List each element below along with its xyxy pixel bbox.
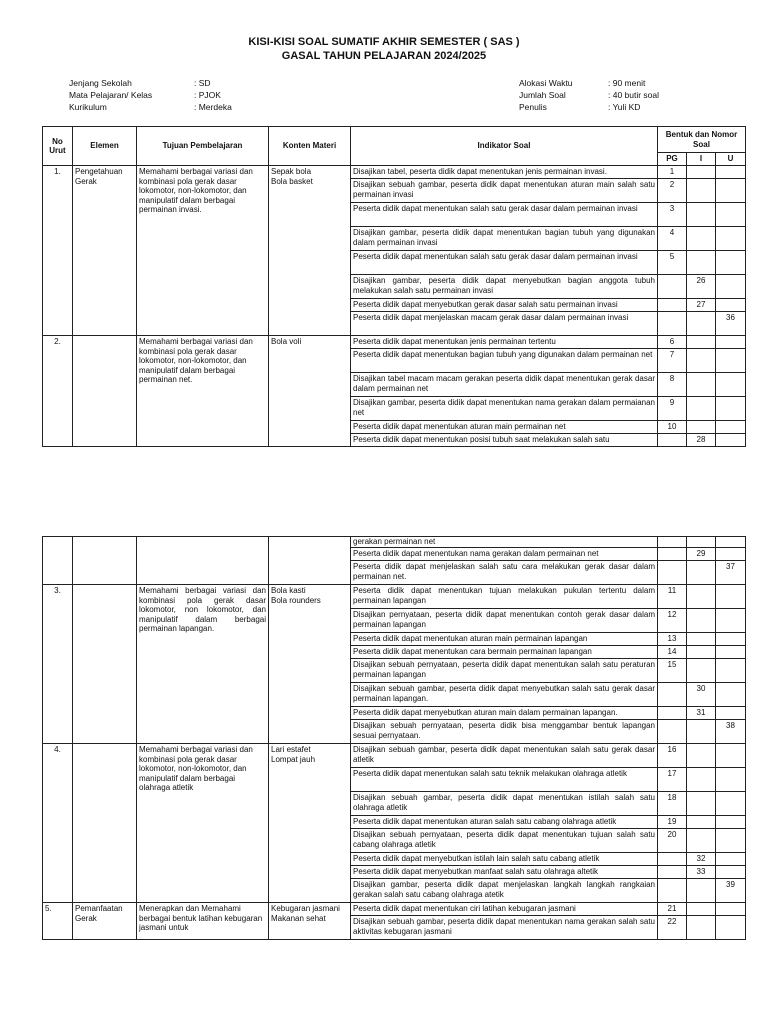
row-no: 5. — [43, 903, 73, 940]
i-cell — [687, 646, 716, 659]
meta-left — [69, 77, 232, 113]
pg-cell — [658, 853, 687, 866]
indikator-cell: Peserta didik dapat menentukan salah satu gerak dasar dalam permainan invasi — [351, 251, 658, 275]
row-no — [43, 537, 73, 585]
i-cell — [687, 744, 716, 768]
indikator-cell: Peserta didik dapat menentukan tujuan melakukan pukulan tertentu dalam permainan lapangan — [351, 585, 658, 609]
pg-cell: 8 — [658, 373, 687, 397]
indikator-cell: Peserta didik dapat menentukan cara bermain permainan lapangan — [351, 646, 658, 659]
pg-cell: 21 — [658, 903, 687, 916]
u-cell: 37 — [716, 561, 746, 585]
i-cell — [687, 879, 716, 903]
indikator-cell: Peserta didik dapat menentukan ciri latihan kebugaran jasmani — [351, 903, 658, 916]
u-cell — [716, 853, 746, 866]
u-cell: 39 — [716, 879, 746, 903]
u-cell — [716, 166, 746, 179]
header-bentuk-nomor: Bentuk dan Nomor Soal — [658, 127, 746, 153]
indikator-cell: Disajikan sebuah gambar, peserta didik dapat menentukan aturan main salah satu permainan invasi — [351, 179, 658, 203]
meta-label: Kurikulum — [69, 102, 107, 112]
u-cell — [716, 609, 746, 633]
u-cell — [716, 903, 746, 916]
indikator-cell: Peserta didik dapat menentukan bagian tubuh yang digunakan dalam permainan net — [351, 349, 658, 373]
i-cell — [687, 227, 716, 251]
header-pg: PG — [658, 153, 687, 166]
row-konten: Lari estafet Lompat jauh — [269, 744, 351, 903]
pg-cell: 22 — [658, 916, 687, 940]
header-elemen: Elemen — [73, 127, 137, 166]
i-cell — [687, 179, 716, 203]
row-tujuan: Memahami berbagai variasi dan kombinasi pola gerak dasar lokomotor, non-lokomotor, dan manipulatif dalam berbagai permainan net. — [137, 336, 269, 447]
indikator-cell: Disajikan tabel macam macam gerakan peserta didik dapat menentukan gerak dasar dalam permainan net — [351, 373, 658, 397]
i-cell — [687, 816, 716, 829]
row-elemen — [73, 585, 137, 744]
indikator-cell: Peserta didik dapat menentukan posisi tubuh saat melakukan salah satu — [351, 434, 658, 447]
u-cell — [716, 866, 746, 879]
row-elemen — [73, 744, 137, 903]
i-cell — [687, 792, 716, 816]
u-cell — [716, 421, 746, 434]
u-cell — [716, 251, 746, 275]
indikator-cell: Peserta didik dapat menjelaskan salah satu cara melakukan gerak dasar dalam permainan net. — [351, 561, 658, 585]
i-cell — [687, 537, 716, 548]
i-cell — [687, 166, 716, 179]
pg-cell: 14 — [658, 646, 687, 659]
pg-cell — [658, 312, 687, 336]
row-konten: Bola kasti Bola rounders — [269, 585, 351, 744]
header-konten: Konten Materi — [269, 127, 351, 166]
u-cell — [716, 633, 746, 646]
pg-cell — [658, 561, 687, 585]
indikator-cell: Peserta didik dapat menyebutkan aturan main dalam permainan lapangan. — [351, 707, 658, 720]
i-cell: 30 — [687, 683, 716, 707]
indikator-cell: Peserta didik dapat menentukan aturan salah satu cabang olahraga atletik — [351, 816, 658, 829]
indikator-cell: Disajikan gambar, peserta didik dapat menentukan nama gerakan dalam permaianan net — [351, 397, 658, 421]
pg-cell: 6 — [658, 336, 687, 349]
i-cell — [687, 720, 716, 744]
pg-cell: 3 — [658, 203, 687, 227]
header-i: I — [687, 153, 716, 166]
i-cell: 27 — [687, 299, 716, 312]
row-konten: Sepak bola Bola basket — [269, 166, 351, 336]
u-cell — [716, 336, 746, 349]
pg-cell: 19 — [658, 816, 687, 829]
u-cell — [716, 179, 746, 203]
u-cell — [716, 792, 746, 816]
i-cell — [687, 336, 716, 349]
indikator-cell: Disajikan sebuah gambar, peserta didik dapat menyebutkan salah satu gerak dasar permainan lapangan. — [351, 683, 658, 707]
u-cell — [716, 683, 746, 707]
i-cell — [687, 768, 716, 792]
i-cell — [687, 349, 716, 373]
meta-label: Penulis — [519, 102, 547, 112]
meta-value: : Yuli KD — [608, 102, 641, 112]
pg-cell — [658, 537, 687, 548]
pg-cell — [658, 299, 687, 312]
header-u: U — [716, 153, 746, 166]
indikator-cell: Peserta didik dapat menentukan salah satu gerak dasar dalam permainan invasi — [351, 203, 658, 227]
row-no: 4. — [43, 744, 73, 903]
header-indikator: Indikator Soal — [351, 127, 658, 166]
indikator-cell: Disajikan sebuah gambar, peserta didik dapat menentukan istilah salah satu olahraga atletik — [351, 792, 658, 816]
meta-value: : Merdeka — [194, 102, 232, 112]
i-cell — [687, 312, 716, 336]
row-no: 3. — [43, 585, 73, 744]
row-no: 1. — [43, 166, 73, 336]
pg-cell: 7 — [658, 349, 687, 373]
indikator-cell: Disajikan sebuah gambar, peserta didik dapat menentukan salah satu gerak dasar atletik — [351, 744, 658, 768]
pg-cell: 5 — [658, 251, 687, 275]
row-tujuan: Menerapkan dan Memahami berbagai bentuk latihan kebugaran jasmani untuk — [137, 903, 269, 940]
u-cell — [716, 829, 746, 853]
i-cell — [687, 251, 716, 275]
document-title: KISI-KISI SOAL SUMATIF AKHIR SEMESTER ( SAS ) — [248, 36, 520, 48]
i-cell — [687, 561, 716, 585]
indikator-cell: Disajikan gambar, peserta didik dapat menyebutkan bagian anggota tubuh melakukan salah satu permainan invasi — [351, 275, 658, 299]
row-elemen: Pengetahuan Gerak — [73, 166, 137, 336]
indikator-cell: Peserta didik dapat menyebutkan manfaat salah satu olahraga altetik — [351, 866, 658, 879]
pg-cell — [658, 683, 687, 707]
u-cell — [716, 646, 746, 659]
pg-cell: 12 — [658, 609, 687, 633]
u-cell — [716, 659, 746, 683]
i-cell: 28 — [687, 434, 716, 447]
u-cell — [716, 548, 746, 561]
i-cell — [687, 203, 716, 227]
u-cell — [716, 537, 746, 548]
i-cell: 29 — [687, 548, 716, 561]
indikator-cell: Disajikan sebuah gambar, peserta didik dapat menentukan nama gerakan salah satu aktivitas kebugaran jasmani — [351, 916, 658, 940]
indikator-cell: Peserta didik dapat menyebutkan istilah lain salah satu cabang atletik — [351, 853, 658, 866]
document-subtitle: GASAL TAHUN PELAJARAN 2024/2025 — [281, 50, 487, 62]
indikator-cell: Peserta didik dapat menentukan nama gerakan dalam permainan net — [351, 548, 658, 561]
u-cell — [716, 916, 746, 940]
indikator-cell: Disajikan tabel, peserta didik dapat menentukan jenis permainan invasi. — [351, 166, 658, 179]
pg-cell: 10 — [658, 421, 687, 434]
i-cell — [687, 829, 716, 853]
pg-cell: 1 — [658, 166, 687, 179]
u-cell — [716, 768, 746, 792]
row-elemen — [73, 537, 137, 585]
u-cell — [716, 299, 746, 312]
i-cell — [687, 916, 716, 940]
u-cell — [716, 275, 746, 299]
pg-cell: 18 — [658, 792, 687, 816]
u-cell: 36 — [716, 312, 746, 336]
row-elemen — [73, 336, 137, 447]
u-cell — [716, 203, 746, 227]
u-cell — [716, 227, 746, 251]
u-cell — [716, 707, 746, 720]
meta-label: Alokasi Waktu — [519, 78, 573, 88]
indikator-cell: Disajikan sebuah pernyataan, peserta didik dapat menentukan salah satu peraturan permainan lapangan — [351, 659, 658, 683]
i-cell — [687, 659, 716, 683]
row-konten: Bola voli — [269, 336, 351, 447]
meta-label: Jenjang Sekolah — [69, 78, 132, 88]
pg-cell: 20 — [658, 829, 687, 853]
u-cell — [716, 349, 746, 373]
indikator-cell: Disajikan pernyataan, peserta didik dapat menentukan contoh gerak dasar dalam permainan lapangan — [351, 609, 658, 633]
kisi-table-page-1 — [42, 126, 746, 447]
i-cell: 31 — [687, 707, 716, 720]
header-tujuan: Tujuan Pembelajaran — [137, 127, 269, 166]
row-elemen: Pemanfaatan Gerak — [73, 903, 137, 940]
indikator-cell: Disajikan gambar, peserta didik dapat menjelaskan langkah langkah rangkaian gerakan salah satu cabang olahraga atetik — [351, 879, 658, 903]
indikator-cell: Peserta didik dapat menyebutkan gerak dasar salah satu permainan invasi — [351, 299, 658, 312]
meta-value: : SD — [194, 78, 211, 88]
meta-right — [519, 77, 659, 113]
u-cell — [716, 434, 746, 447]
pg-cell: 11 — [658, 585, 687, 609]
indikator-cell: gerakan permainan net — [351, 537, 658, 548]
row-konten: Kebugaran jasmani Makanan sehat — [269, 903, 351, 940]
pg-cell: 9 — [658, 397, 687, 421]
meta-label: Jumlah Soal — [519, 90, 566, 100]
indikator-cell: Disajikan sebuah pernyataan, peserta didik dapat menentukan tujuan salah satu cabang olahraga atletik — [351, 829, 658, 853]
pg-cell — [658, 548, 687, 561]
u-cell — [716, 397, 746, 421]
pg-cell: 4 — [658, 227, 687, 251]
meta-label: Mata Pelajaran/ Kelas — [69, 90, 153, 100]
pg-cell — [658, 866, 687, 879]
indikator-cell: Peserta didik dapat menentukan jenis permainan tertentu — [351, 336, 658, 349]
i-cell: 32 — [687, 853, 716, 866]
indikator-cell: Peserta didik dapat menjelaskan macam gerak dasar dalam permainan invasi — [351, 312, 658, 336]
i-cell — [687, 397, 716, 421]
i-cell — [687, 903, 716, 916]
indikator-cell: Disajikan sebuah pernyataan, peserta didik bisa menggambar bentuk lapangan sesuai pernyataan. — [351, 720, 658, 744]
pg-cell: 17 — [658, 768, 687, 792]
u-cell — [716, 373, 746, 397]
meta-value: : 40 butir soal — [608, 90, 660, 100]
indikator-cell: Disajikan gambar, peserta didik dapat menentukan bagian tubuh yang digunakan dalam permainan invasi — [351, 227, 658, 251]
indikator-cell: Peserta didik dapat menentukan aturan main permainan net — [351, 421, 658, 434]
row-tujuan: Memahami berbagai variasi dan kombinasi pola gerak dasar lokomotor, non-lokomotor, dan manipulatif dalam berbagai olahraga atletik — [137, 744, 269, 903]
u-cell — [716, 585, 746, 609]
pg-cell: 2 — [658, 179, 687, 203]
i-cell: 33 — [687, 866, 716, 879]
row-no: 2. — [43, 336, 73, 447]
i-cell: 26 — [687, 275, 716, 299]
pg-cell — [658, 275, 687, 299]
kisi-table-page-2 — [42, 536, 746, 940]
pg-cell — [658, 879, 687, 903]
pg-cell: 15 — [658, 659, 687, 683]
pg-cell — [658, 720, 687, 744]
row-konten — [269, 537, 351, 585]
pg-cell — [658, 707, 687, 720]
header-no-urut: No Urut — [43, 127, 73, 166]
i-cell — [687, 609, 716, 633]
i-cell — [687, 585, 716, 609]
indikator-cell: Peserta didik dapat menentukan salah satu teknik melakukan olahraga atletik — [351, 768, 658, 792]
indikator-cell: Peserta didik dapat menentukan aturan main permainan lapangan — [351, 633, 658, 646]
row-tujuan — [137, 537, 269, 585]
i-cell — [687, 633, 716, 646]
row-tujuan: Memahami berbagai variasi dan kombinasi pola gerak dasar lokomotor, non lokomotor, dan manipulatif dalam berbagai permainan lapangan. — [137, 585, 269, 744]
pg-cell: 16 — [658, 744, 687, 768]
u-cell: 38 — [716, 720, 746, 744]
pg-cell: 13 — [658, 633, 687, 646]
meta-value: : PJOK — [194, 90, 221, 100]
pg-cell — [658, 434, 687, 447]
row-tujuan: Memahami berbagai variasi dan kombinasi pola gerak dasar lokomotor, non-lokomotor, dan manipulatif dalam berbagai permainan invasi. — [137, 166, 269, 336]
meta-value: : 90 menit — [608, 78, 646, 88]
u-cell — [716, 816, 746, 829]
u-cell — [716, 744, 746, 768]
i-cell — [687, 421, 716, 434]
i-cell — [687, 373, 716, 397]
